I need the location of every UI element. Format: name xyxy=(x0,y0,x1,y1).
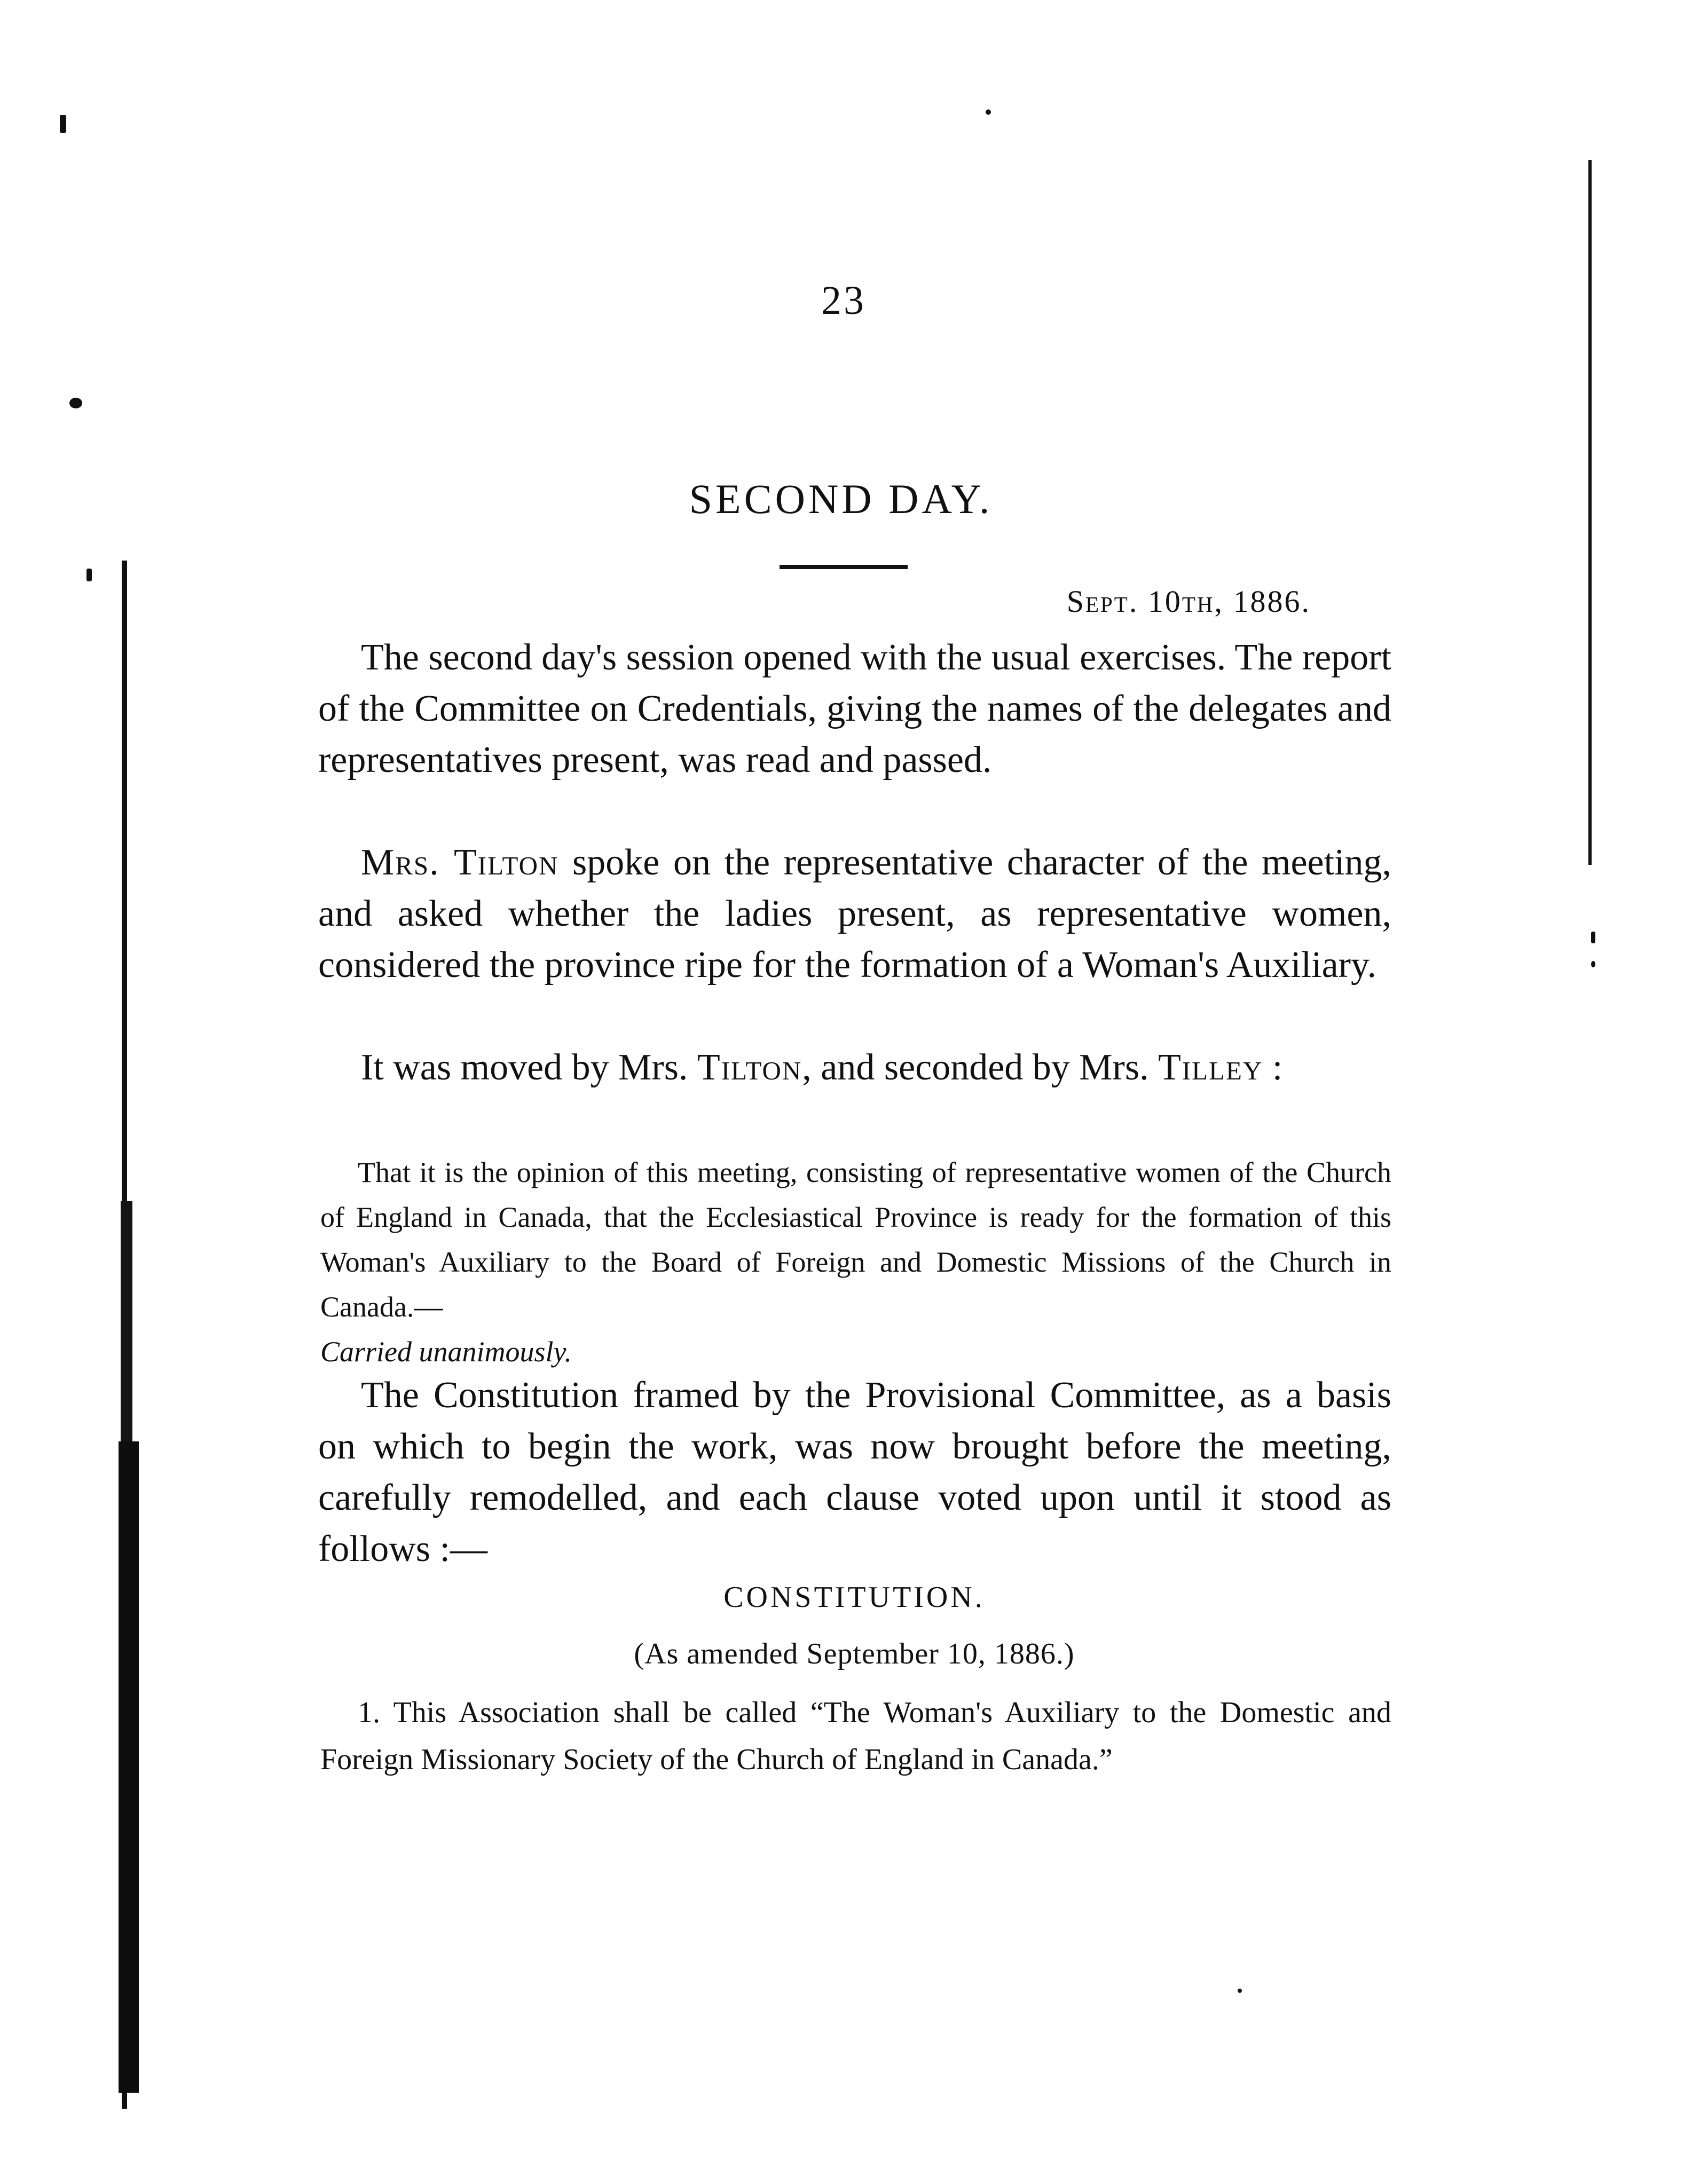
paragraph-constitution-intro: The Constitution framed by the Provisional Committee, as a basis on which to begin the work, was now brought before the meeting, carefully remodelled, and each clause voted upon until it stood as follows :— xyxy=(318,1375,1391,1570)
scan-speck xyxy=(1591,932,1595,943)
scan-edge-left-shadow xyxy=(121,1201,132,1468)
session-date: Sept. 10th, 1886. xyxy=(1066,584,1311,619)
resolution-text xyxy=(320,1150,1391,1374)
scan-edge-left-binding xyxy=(119,1441,139,2093)
paragraph-text: : xyxy=(1263,1047,1283,1088)
constitution-clause-1: 1. This Association shall be called “The Woman's Auxiliary to the Domestic and Foreign Missionary Society of the Church of England in Canada.” xyxy=(320,1696,1391,1776)
scan-speck xyxy=(986,109,991,115)
scan-speck xyxy=(1591,961,1595,967)
paragraph-text: spoke on the representative character of the meeting, and asked whether the ladies present, as representative women, considered the province ripe for the formation of a Woman's Auxiliary. xyxy=(318,842,1391,985)
resolution-outcome: Carried unanimously. xyxy=(320,1336,572,1368)
scan-speck xyxy=(86,569,92,581)
heading-divider xyxy=(780,565,908,569)
scan-speck xyxy=(60,115,66,133)
paragraph-text: It was moved by Mrs. xyxy=(361,1047,697,1088)
resolution-body: That it is the opinion of this meeting, consisting of representative women of the Church of England in Canada, that the Ecclesiastical Province is ready for the formation of this Woman's Auxiliary to the Board of Foreign and Domestic Missions of the Church in Canada.— xyxy=(320,1156,1391,1323)
scan-edge-right xyxy=(1588,160,1592,865)
section-heading: SECOND DAY. xyxy=(689,476,993,522)
paragraph-text: , and seconded by Mrs. xyxy=(802,1047,1159,1088)
scan-speck xyxy=(69,398,82,408)
paragraph-session-opening: The second day's session opened with the usual exercises. The report of the Committee on Credentials, giving the names of the delegates and representatives present, was read and passed. xyxy=(318,637,1391,780)
constitution-heading: CONSTITUTION. xyxy=(723,1581,985,1614)
speaker-name: Mrs. Tilton xyxy=(361,842,559,883)
page-number: 23 xyxy=(821,278,866,323)
paragraph-tilton-remarks xyxy=(318,837,1391,991)
scan-speck xyxy=(1238,1989,1242,1993)
constitution-amended-note: (As amended September 10, 1886.) xyxy=(634,1637,1075,1670)
mover-name: Tilton xyxy=(697,1047,802,1088)
seconder-name: Tilley xyxy=(1158,1047,1263,1088)
paragraph-motion xyxy=(318,1042,1391,1093)
